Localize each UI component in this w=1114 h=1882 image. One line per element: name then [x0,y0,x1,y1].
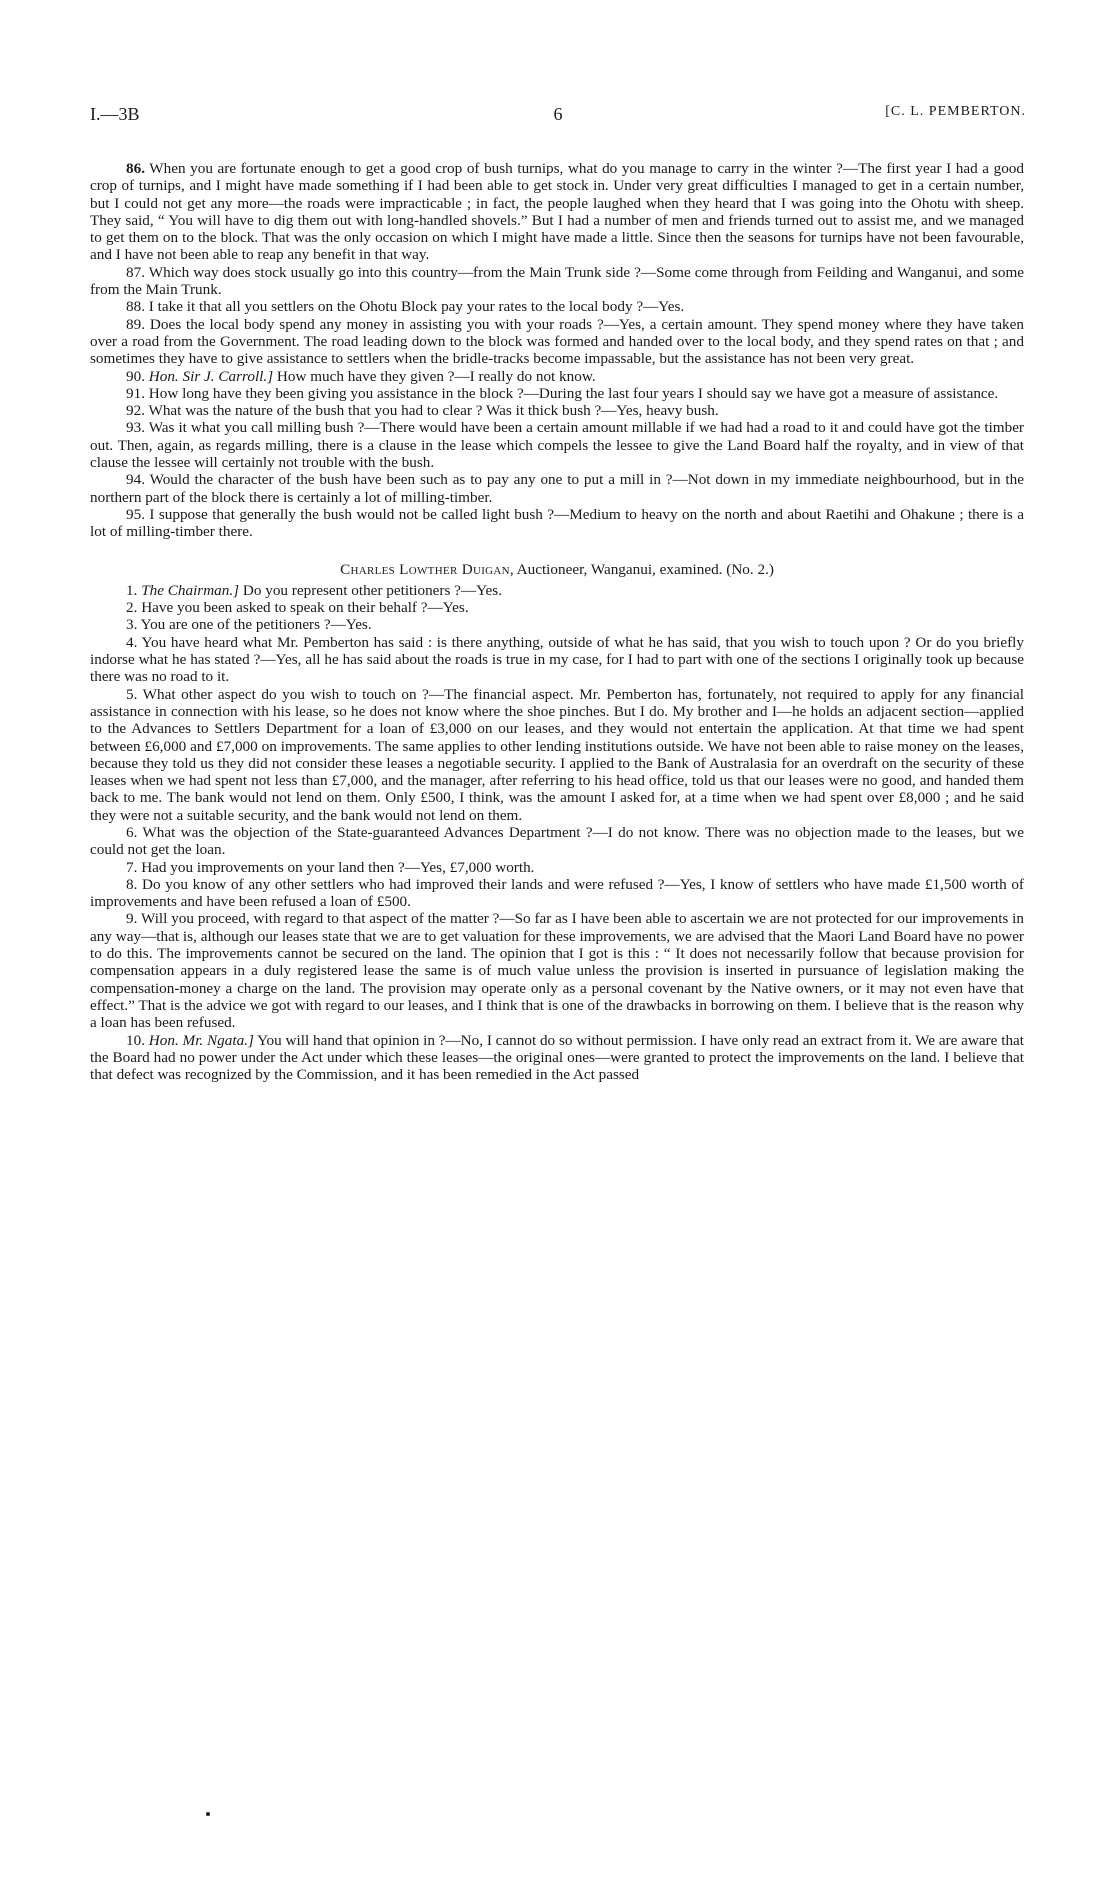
question-number: 93. [126,419,145,437]
question-number: 86. [126,160,145,177]
question-number: 90. [126,367,145,385]
question-paragraph [90,634,1024,686]
witness-name-header: [C. L. PEMBERTON. [885,104,1026,119]
question-text: Had you improvements on your land then ?—Yes, £7,000 worth. [137,858,535,876]
question-paragraph [90,298,1024,315]
paper-reference: I.—3B [90,104,140,124]
question-number: 10. [126,1031,145,1049]
question-number: 1. [126,581,138,599]
page-header [90,104,1026,130]
question-number: 87. [126,263,145,281]
question-paragraph [90,910,1024,1031]
question-number: 94. [126,471,145,489]
question-number: 92. [126,402,145,420]
question-number: 88. [126,298,145,316]
speaker-name: Hon. Mr. Ngata.] [148,1031,254,1049]
question-text: Would the character of the bush have been such as to pay any one to put a mill in ?—Not down in my immediate neighbourhood, but in the northern part of the block there is certainly a lot of milling-timber. [90,471,1024,506]
question-paragraph [90,1032,1024,1084]
question-paragraph [90,859,1024,876]
question-number: 91. [126,384,145,402]
question-paragraph [90,824,1024,859]
question-text: I take it that all you settlers on the Ohotu Block pay your rates to the local body ?—Yes. [144,298,685,316]
question-number: 95. [126,505,145,523]
question-number: 7. [126,858,138,876]
question-paragraph [90,616,1024,633]
evidence-part-1 [90,160,1024,541]
question-paragraph [90,876,1024,911]
question-paragraph [90,419,1024,471]
speaker-name: Hon. Sir J. Carroll.] [148,367,274,385]
ink-speck [206,1812,210,1816]
question-paragraph [90,385,1024,402]
question-text: I suppose that generally the bush would not be called light bush ?—Medium to heavy on the north and about Raetihi and Ohakune ; there is a lot of milling-timber there. [90,505,1024,541]
question-text: What other aspect do you wish to touch on ?—The financial aspect. Mr. Pemberton has, fortunately, not required to apply for any financial assistance in connection with his lease, so he does not know where the shoe pinches. But I do. My brother and I—he holds an adjacent section—applied to the Advances to Settlers Department for a loan of £3,000 on our leases, and they would not entertain the application. At that time we had spent between £6,000 and £7,000 on improvements. The same applies to other lending institutions outside. We have not been able to raise money on the leases, because they told us they did not consider these leases a negotiable security. I applied to the Bank of Australasia for an overdraft on the security of these leases when we had spent not less than £7,000, and the manager, after referring to his head office, told us that our leases were no good, and handed them back to me. The bank would not lend on them. Only £500, I think, was the amount I asked for, at a time when we had spent over £8,000 ; and he said they were not a suitable security, and the bank would not lend on them. [90,685,1024,824]
question-text: Was it what you call milling bush ?—There would have been a certain amount millable if we had had a road to it and could have got the timber out. Then, again, as regards milling, there is a clause in the lease which compels the lessee to give the Land Board half the royalty, and in view of that clause the lessee will certainly not trouble with the bush. [90,419,1024,472]
question-text: What was the objection of the State-guaranteed Advances Department ?—I do not know. There was no objection made to the leases, but we could not get the loan. [90,823,1024,859]
question-text: You are one of the petitioners ?—Yes. [137,616,372,634]
question-text: When you are fortunate enough to get a good crop of bush turnips, what do you manage to carry in the winter ?—The first year I had a good crop of turnips, and I might have made something if I had been able to get stock in. Under very great difficulties I managed to get in a certain number, but I could not get any more—the roads were impracticable ; in fact, the people laughed when they heard that I was going into the Ohotu with sheep. They said, “ You will have to dig them out with long-handled shovels.” But I had a number of men and friends turned out to assist me, and we managed to get them on to the block. That was the only occasion on which I might have made a little. Since then the seasons for turnips have not been favourable, and I have not been able to reap any benefit in that way. [90,160,1024,264]
evidence-part-2 [90,582,1024,1084]
question-paragraph [90,264,1024,299]
question-number: 3. [126,616,138,634]
question-number: 8. [126,875,138,893]
document-body [90,160,1024,1083]
question-paragraph [90,506,1024,541]
question-number: 9. [126,910,138,928]
question-text: You have heard what Mr. Pemberton has said : is there anything, outside of what he has said, that you wish to touch upon ? Or do you briefly indorse what he has stated ?—Yes, all he has said about the roads is true in my case, for I had to part with one of the sections I originally took up because there was no road to it. [90,633,1024,686]
witness-name: Charles Lowther Duigan [340,560,510,578]
question-paragraph [90,316,1024,368]
question-text: What was the nature of the bush that you had to clear ? Was it thick bush ?—Yes, heavy bush. [144,402,719,420]
question-text: You will hand that opinion in ?—No, I cannot do so without permission. I have only read an extract from it. We are aware that the Board had no power under the Act under which these leases—the original ones—were granted to protect the improvements on the land. I believe that that defect was recognized by the Commission, and it has been remedied in the Act passed [90,1031,1024,1084]
question-paragraph [90,368,1024,385]
question-text: How long have they been giving you assistance in the block ?—During the last four years I should say we have got a measure of assistance. [144,384,999,402]
question-text: Does the local body spend any money in assisting you with your roads ?—Yes, a certain amount. They spend money where they have taken over a road from the Government. The road leading down to the block was formed and handed over to the local body, and they spend rates on that ; and sometimes they have to give assistance to settlers when the bridle-tracks become impassable, but the assistance has not been very great. [90,315,1024,368]
page-number: 6 [553,104,563,124]
witness-heading [90,561,1024,578]
question-text: Have you been asked to speak on their behalf ?—Yes. [137,599,469,617]
question-text: Do you know of any other settlers who had improved their lands and were refused ?—Yes, I know of settlers who have made £1,500 worth of improvements and have been refused a loan of £500. [90,875,1024,911]
question-paragraph [90,599,1024,616]
question-number: 4. [126,633,138,651]
question-text: How much have they given ?—I really do not know. [273,367,596,385]
question-number: 5. [126,685,138,703]
question-paragraph [90,686,1024,824]
question-number: 2. [126,599,138,617]
witness-description: , Auctioneer, Wanganui, examined. (No. 2.) [509,560,774,578]
question-paragraph [90,582,1024,599]
question-paragraph [90,402,1024,419]
question-paragraph [90,160,1024,264]
question-text: Do you represent other petitioners ?—Yes. [239,581,502,599]
question-paragraph [90,471,1024,506]
question-text: Which way does stock usually go into this country—from the Main Trunk side ?—Some come through from Feilding and Wanganui, and some from the Main Trunk. [90,263,1024,299]
question-number: 89. [126,315,145,333]
question-number: 6. [126,823,138,841]
question-text: Will you proceed, with regard to that aspect of the matter ?—So far as I have been able to ascertain we are not protected for our improvements in any way—that is, although our leases state that we are to get valuation for these improvements, we are advised that the Maori Land Board have no power to do this. The improvements cannot be secured on the land. The opinion that I got is this : “ It does not necessarily follow that because provision for compensation appears in a duly registered lease the same is of much value unless the provision is inserted in pursuance of legislation making the compensation-money a charge on the land. The provision may operate only as a personal covenant by the Native owners, or it may not even have that effect.” That is the advice we got with regard to our leases, and I think that is one of the drawbacks in borrowing on them. I believe that is the reason why a loan has been refused. [90,910,1024,1032]
speaker-name: The Chairman.] [141,581,240,599]
